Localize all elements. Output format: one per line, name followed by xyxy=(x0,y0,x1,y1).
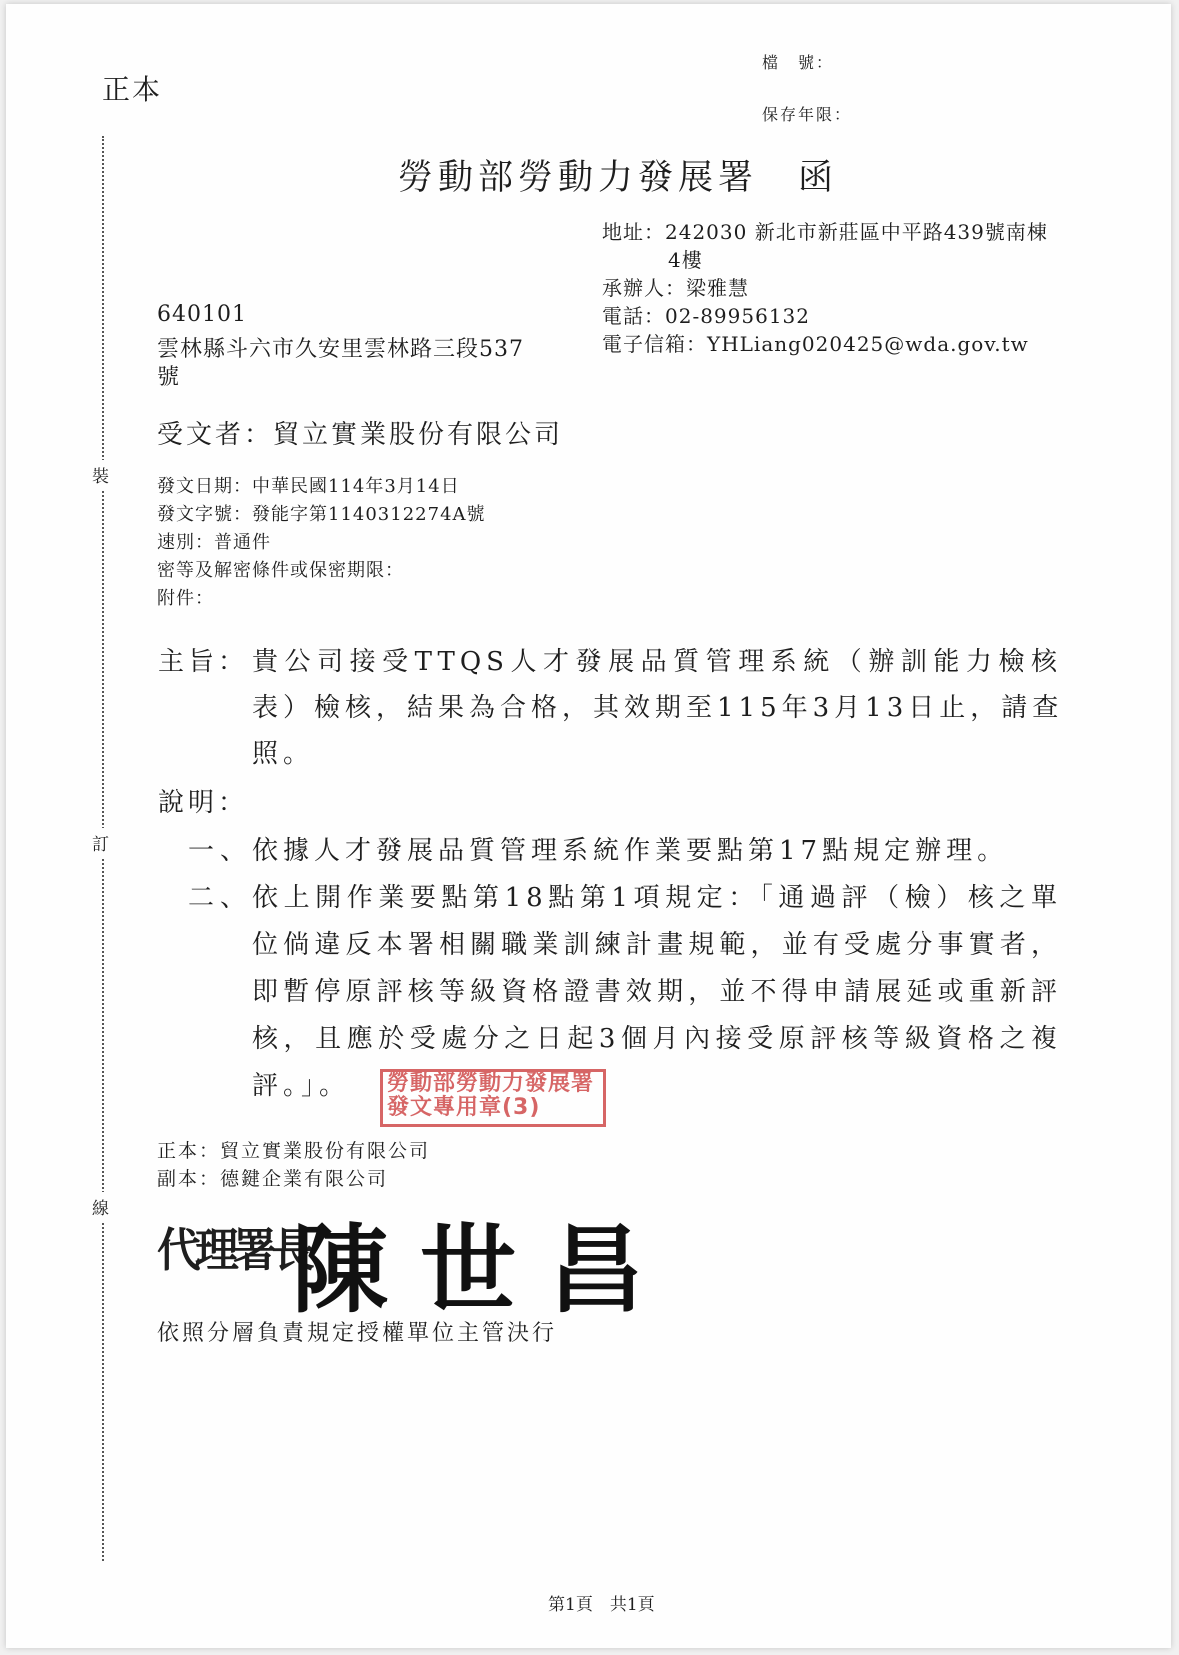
sender-contact: 承辦人：梁雅慧 xyxy=(602,276,749,300)
copy-label: 正本 xyxy=(102,73,163,106)
duplicate-copy-recipient: 副本：德鍵企業有限公司 xyxy=(157,1168,389,1190)
description-line: 評。」。 xyxy=(252,1071,351,1101)
page-number: 第1頁 共1頁 xyxy=(548,1595,655,1615)
attachments: 附件： xyxy=(157,588,214,609)
signature-name: 陳世昌 xyxy=(292,1213,676,1326)
document-type: 函 xyxy=(798,158,839,198)
item-number: 二、 xyxy=(188,883,253,913)
issue-date: 發文日期：中華民國114年3月14日 xyxy=(157,476,460,497)
agency-name: 勞動部勞動力發展署 xyxy=(398,158,759,198)
recipient-postal-code: 640101 xyxy=(157,302,247,327)
subject-line: 貴公司接受TTQS人才發展品質管理系統（辦訓能力檢核 xyxy=(252,647,1062,677)
description-line: 依據人才發展品質管理系統作業要點第17點規定辦理。 xyxy=(252,836,1009,866)
stamp-line: 發文專用章(3) xyxy=(387,1095,541,1120)
description-line: 依上開作業要點第18點第1項規定：「通過評（檢）核之單 xyxy=(252,883,1062,913)
file-number-label: 檔 號： xyxy=(762,53,835,72)
binding-mark-ding: 訂 xyxy=(92,828,109,857)
signature-title: 代理署長 xyxy=(157,1223,309,1277)
description-line: 位倘違反本署相關職業訓練計畫規範，並有受處分事實者， xyxy=(252,930,1062,960)
recipient-address: 雲林縣斗六市久安里雲林路三段537 xyxy=(157,337,524,362)
description-line: 即暫停原評核等級資格證書效期，並不得申請展延或重新評 xyxy=(252,977,1062,1007)
recipient-address-cont: 號 xyxy=(157,365,181,390)
description-line: 核，且應於受處分之日起3個月內接受原評核等級資格之複 xyxy=(252,1024,1062,1054)
subject-label: 主旨： xyxy=(158,647,249,677)
retention-label: 保存年限： xyxy=(762,105,853,124)
document-number: 發文字號：發能字第1140312274A號 xyxy=(157,504,486,525)
sender-email: 電子信箱：YHLiang020425@wda.gov.tw xyxy=(602,332,1029,356)
secrecy-level: 密等及解密條件或保密期限： xyxy=(157,560,404,581)
document-page xyxy=(6,4,1171,1648)
sender-address-cont: 4樓 xyxy=(668,248,703,272)
binding-mark-xian: 線 xyxy=(92,1192,109,1221)
binding-mark-zhuang: 裝 xyxy=(92,460,109,489)
delegation-note: 依照分層負責規定授權單位主管決行 xyxy=(157,1321,558,1346)
delivery-speed: 速別：普通件 xyxy=(157,532,271,553)
original-copy-recipient: 正本：貿立實業股份有限公司 xyxy=(157,1140,431,1162)
addressee: 受文者：貿立實業股份有限公司 xyxy=(157,420,564,450)
document-title xyxy=(398,150,838,200)
stamp-line: 勞動部勞動力發展署 xyxy=(387,1071,595,1096)
subject-line: 表）檢核，結果為合格，其效期至115年3月13日止，請查 xyxy=(252,693,1064,723)
sender-phone: 電話：02-89956132 xyxy=(602,304,811,328)
official-seal-stamp xyxy=(380,1069,606,1127)
subject-line: 照。 xyxy=(252,739,315,769)
description-label: 說明： xyxy=(158,788,249,818)
item-number: 一、 xyxy=(188,836,253,866)
sender-address: 地址：242030 新北市新莊區中平路439號南棟 xyxy=(602,220,1048,244)
